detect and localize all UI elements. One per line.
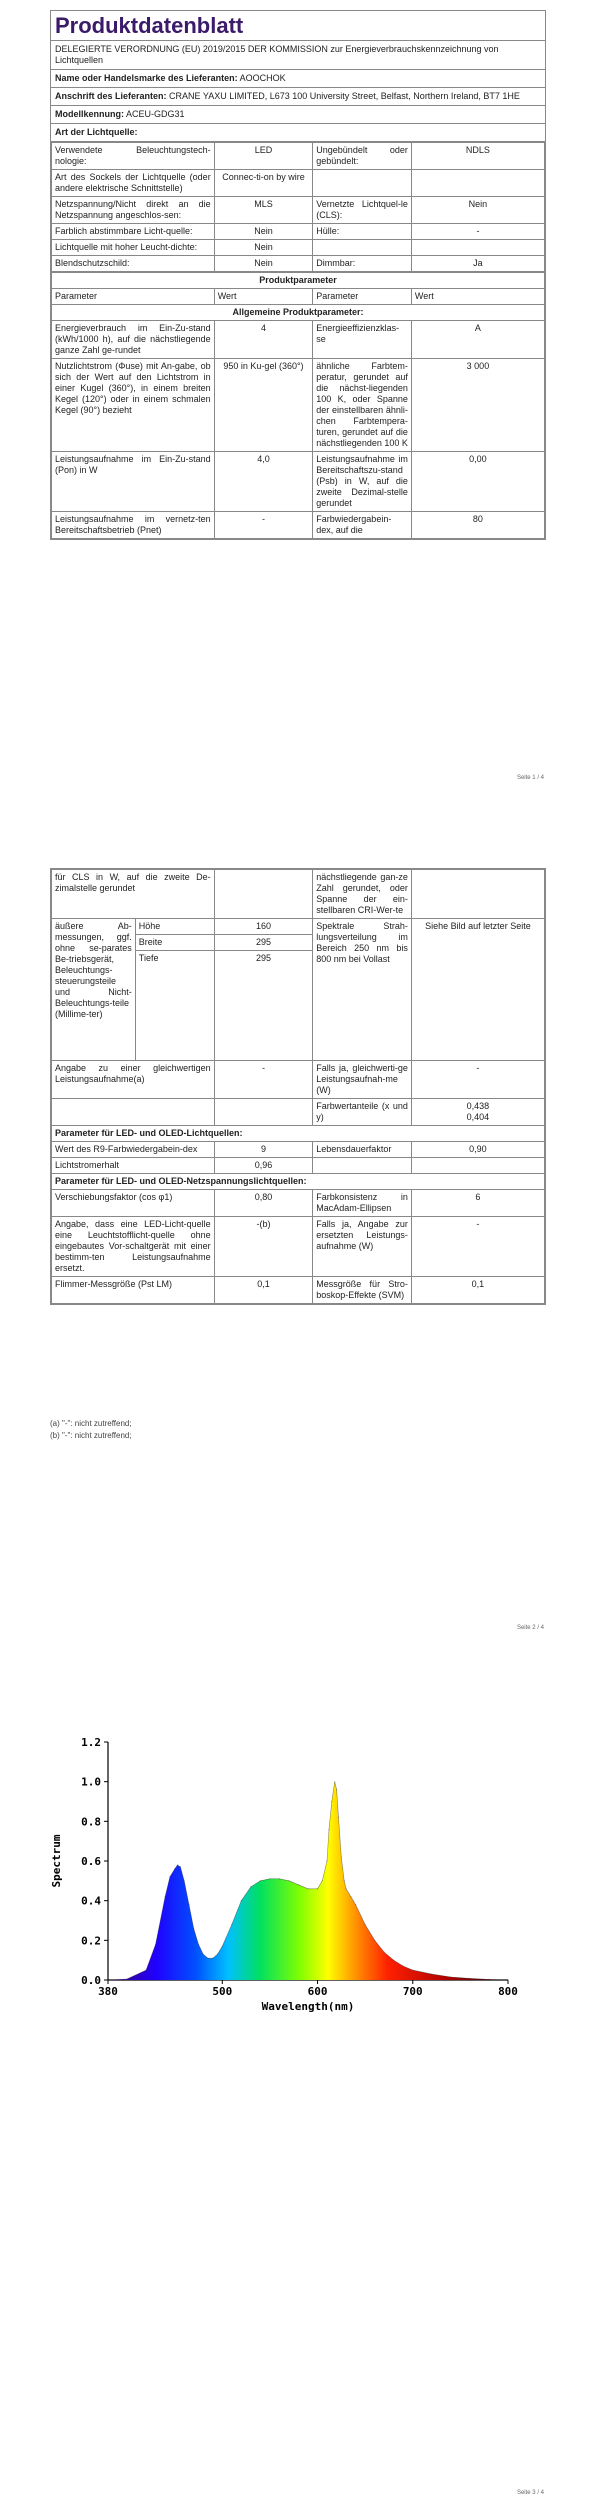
table-cell: Farblich abstimmbare Licht-quelle: xyxy=(52,224,215,240)
table-cell: ähnliche Farbtem-peratur, gerundet auf die nächst-liegenden 100 K, oder Spanne der einstellbaren ähnli-chen Farbtempera-turen, gerundet auf die nächstliegenden 100 K xyxy=(313,359,412,452)
table-row xyxy=(52,870,545,919)
spectrum-area xyxy=(108,1782,508,1980)
supplier-address: CRANE YAXU LIMITED, L673 100 University Street, Belfast, Northern Ireland, BT7 1HE xyxy=(169,91,520,101)
table-row xyxy=(52,1217,545,1277)
table-cell: 0,90 xyxy=(411,1142,544,1158)
dimensions-label: äußere Ab-messungen, ggf. ohne se-parates Be-triebsgerät, Beleuchtungs-steuerungsteile und Nicht-Beleuchtungs-teile (Millime-ter) xyxy=(52,919,136,1061)
x-tick-label: 500 xyxy=(212,1985,233,1998)
dimension-value: 160 xyxy=(214,919,313,935)
y-tick-label: 0.6 xyxy=(81,1855,101,1868)
table-cell: Lichtstromerhalt xyxy=(52,1158,215,1174)
table-cell: Angabe zu einer gleichwertigen Leistungsaufnahme(a) xyxy=(52,1061,215,1099)
spectrum-point xyxy=(184,1880,185,1881)
dimension-value: 295 xyxy=(214,935,313,951)
spectrum-point xyxy=(338,1817,339,1818)
spectrum-point xyxy=(188,1904,189,1905)
table-cell xyxy=(313,240,412,256)
spectrum-point xyxy=(279,1878,280,1879)
table-cell: 950 in Ku-gel (360°) xyxy=(214,359,313,452)
spectrum-point xyxy=(488,1979,489,1980)
footnote: (a) "-": nicht zutreffend; xyxy=(50,1419,132,1428)
page-number: Seite 1 / 4 xyxy=(516,775,544,781)
spectrum-chart xyxy=(0,1720,592,2020)
spectrum-point xyxy=(322,1880,323,1881)
table-cell: 0,1 xyxy=(411,1277,544,1304)
spectrum-point xyxy=(326,1860,327,1861)
table-cell: -(b) xyxy=(214,1217,313,1277)
spectrum-point xyxy=(393,1960,394,1961)
table-cell: Energieverbrauch im Ein-Zu-stand (kWh/1000 h), auf die nächstliegende ganze Zahl ge-rundet xyxy=(52,321,215,359)
supplier-brand-row xyxy=(51,70,545,88)
table-cell: 80 xyxy=(411,512,544,539)
dimension-name: Tiefe xyxy=(135,951,214,1061)
table-cell: 0,1 xyxy=(214,1277,313,1304)
table-cell: Wert des R9-Farbwiedergabein-dex xyxy=(52,1142,215,1158)
dimensions-row-1 xyxy=(52,919,545,935)
table-cell: LED xyxy=(214,143,313,170)
table-cell: Leistungsaufnahme im Ein-Zu-stand (Pon) in W xyxy=(52,452,215,512)
x-axis-label: Wavelength(nm) xyxy=(261,2000,355,2013)
table-cell: Farbwertanteile (x und y) xyxy=(313,1099,412,1126)
table-cell: Angabe, dass eine LED-Licht-quelle eine Leuchtstofflicht-quelle ohne eingebautes Vor-schaltgerät mit einer bestimm-ten Leistungsaufnahme ersetzt. xyxy=(52,1217,215,1277)
spectrum-point xyxy=(146,1970,147,1971)
table-cell: Blendschutzschild: xyxy=(52,256,215,272)
spectrum-point xyxy=(207,1958,208,1959)
spectrum-point xyxy=(374,1940,375,1941)
y-tick-label: 0.0 xyxy=(81,1974,101,1987)
page-2 xyxy=(0,850,592,1640)
spectrum-point xyxy=(155,1944,156,1945)
table-row xyxy=(52,1061,545,1099)
spectrum-point xyxy=(126,1978,127,1979)
table-cell: Messgröße für Stro-boskop-Effekte (SVM) xyxy=(313,1277,412,1304)
spectrum-point xyxy=(260,1880,261,1881)
table-cell: Vernetzte Lichtquel-le (CLS): xyxy=(313,197,412,224)
spectrum-point xyxy=(403,1966,404,1967)
spectrum-point xyxy=(334,1781,335,1782)
dimension-name: Breite xyxy=(135,935,214,951)
table-cell: 4,0 xyxy=(214,452,313,512)
table-cell: 3 000 xyxy=(411,359,544,452)
y-tick-label: 0.2 xyxy=(81,1934,101,1948)
page-title: Produktdatenblatt xyxy=(51,11,545,41)
spectrum-point xyxy=(231,1924,232,1925)
datasheet-page-1 xyxy=(50,10,546,540)
table-row xyxy=(52,197,545,224)
general-params-heading: Allgemeine Produktparameter: xyxy=(52,305,545,321)
page-1 xyxy=(0,0,592,790)
table-cell: - xyxy=(411,1061,544,1099)
spectrum-point xyxy=(298,1884,299,1885)
spectrum-point xyxy=(193,1928,194,1929)
table-cell: Connec-ti-on by wire xyxy=(214,170,313,197)
table-cell: - xyxy=(214,1061,313,1099)
table-cell: 4 xyxy=(214,321,313,359)
spectrum-point xyxy=(336,1789,337,1790)
spectrum-point xyxy=(450,1976,451,1977)
table-cell: Energieeffizienzklas-se xyxy=(313,321,412,359)
light-type-heading: Art der Lichtquelle: xyxy=(51,124,545,142)
spectrum-point xyxy=(384,1952,385,1953)
y-tick-label: 0.8 xyxy=(81,1815,101,1829)
table-cell: Nein xyxy=(214,256,313,272)
table-cell: Art des Sockels der Lichtquelle (oder andere elektrische Schnittstelle) xyxy=(52,170,215,197)
spectrum-point xyxy=(346,1888,347,1889)
y-tick-label: 0.4 xyxy=(81,1894,101,1908)
page-number: Seite 3 / 4 xyxy=(516,2490,544,2496)
table-cell xyxy=(411,170,544,197)
spectrum-point xyxy=(177,1864,178,1865)
table-cell xyxy=(214,1099,313,1126)
spectrum-point xyxy=(307,1888,308,1889)
spectrum-point xyxy=(469,1978,470,1979)
table-cell: Nein xyxy=(214,224,313,240)
table-cell: nächstliegende gan-ze Zahl gerundet, oder Spanne der ein-stellbaren CRI-Wer-te xyxy=(313,870,412,919)
table-cell: Nein xyxy=(411,197,544,224)
spectrum-point xyxy=(328,1829,329,1830)
table-row xyxy=(52,1142,545,1158)
y-tick-label: 1.0 xyxy=(81,1775,101,1789)
param-col-headers xyxy=(52,289,545,305)
table-cell: 0,80 xyxy=(214,1190,313,1217)
mains-params-heading: Parameter für LED- und OLED-Netzspannungslichtquellen: xyxy=(52,1174,545,1190)
spectrum-point xyxy=(174,1868,175,1869)
spectrum-point xyxy=(507,1979,508,1980)
table-cell: - xyxy=(411,1217,544,1277)
spectrum-point xyxy=(365,1924,366,1925)
spectrum-point xyxy=(355,1904,356,1905)
table-cell xyxy=(411,1158,544,1174)
spectrum-point xyxy=(212,1958,213,1959)
table-cell: Falls ja, gleichwerti-ge Leistungsaufnah-me (W) xyxy=(313,1061,412,1099)
spectrum-point xyxy=(107,1979,108,1980)
y-tick-label: 1.2 xyxy=(81,1736,101,1749)
table-row xyxy=(52,1158,545,1174)
spectrum-point xyxy=(288,1880,289,1881)
table-cell: 6 xyxy=(411,1190,544,1217)
col-header: Parameter xyxy=(313,289,412,305)
spectrum-point xyxy=(269,1878,270,1879)
spectrum-point xyxy=(180,1866,181,1867)
x-tick-label: 380 xyxy=(98,1985,118,1998)
dimension-value: 295 xyxy=(214,951,313,1061)
table-cell xyxy=(411,870,544,919)
table-cell xyxy=(313,1158,412,1174)
table-cell: Nutzlichtstrom (Φuse) mit An-gabe, ob sich der Wert auf den Lichtstrom in einer Kugel (360°), in einem breiten Kegel (120°) oder in einem schmalen Kegel (90°) bezieht xyxy=(52,359,215,452)
spectrum-point xyxy=(317,1888,318,1889)
col-header: Wert xyxy=(411,289,544,305)
footnote: (b) "-": nicht zutreffend; xyxy=(50,1431,132,1440)
table-cell: Leistungsaufnahme im Bereitschaftszu-stand (Psb) in W, auf die zweite Dezimal-stelle gerundet xyxy=(313,452,412,512)
table-cell: Hülle: xyxy=(313,224,412,240)
table-cell: - xyxy=(214,512,313,539)
spectrum-point xyxy=(222,1946,223,1947)
table-cell: Lebensdauerfaktor xyxy=(313,1142,412,1158)
spectrum-point xyxy=(203,1954,204,1955)
table-row xyxy=(52,321,545,359)
spectrum-point xyxy=(217,1954,218,1955)
spectral-value: Siehe Bild auf letzter Seite xyxy=(411,919,544,1061)
table-row xyxy=(52,143,545,170)
table-cell: NDLS xyxy=(411,143,544,170)
table-cell: 0,96 xyxy=(214,1158,313,1174)
table-row xyxy=(52,452,545,512)
table-cell: Leistungsaufnahme im vernetz-ten Bereitschaftsbetrieb (Pnet) xyxy=(52,512,215,539)
spectrum-point xyxy=(412,1970,413,1971)
model-label: Modellkennung: xyxy=(55,109,124,119)
x-tick-label: 800 xyxy=(498,1985,518,1998)
table-cell xyxy=(52,1099,215,1126)
product-params-table xyxy=(51,272,545,539)
spectral-label: Spektrale Strah-lungsverteilung im Bereich 250 nm bis 800 nm bei Vollast xyxy=(313,919,412,1061)
footnotes xyxy=(50,1418,132,1442)
table-cell: Ungebündelt oder gebündelt: xyxy=(313,143,412,170)
table-row xyxy=(52,512,545,539)
table-cell: Farbwiedergabein-dex, auf die xyxy=(313,512,412,539)
x-tick-label: 600 xyxy=(307,1985,328,1998)
supplier-address-label: Anschrift des Lieferanten: xyxy=(55,91,167,101)
params-continued-table xyxy=(51,869,545,1304)
x-tick-label: 700 xyxy=(402,1985,423,1998)
spectrum-point xyxy=(169,1876,170,1877)
spectrum-point xyxy=(198,1944,199,1945)
table-row xyxy=(52,170,545,197)
table-cell xyxy=(313,170,412,197)
table-cell: Verwendete Beleuchtungstech-nologie: xyxy=(52,143,215,170)
table-cell: für CLS in W, auf die zweite De-zimalstelle gerundet xyxy=(52,870,215,919)
table-cell: Nein xyxy=(214,240,313,256)
page-3 xyxy=(0,1700,592,2510)
table-cell: 0,438 0,404 xyxy=(411,1099,544,1126)
page-number: Seite 2 / 4 xyxy=(516,1625,544,1631)
table-cell: - xyxy=(411,224,544,240)
spectrum-point xyxy=(431,1974,432,1975)
supplier-brand-label: Name oder Handelsmarke des Lieferanten: xyxy=(55,73,238,83)
table-cell: Falls ja, Angabe zur ersetzten Leistungs-aufnahme (W) xyxy=(313,1217,412,1277)
table-cell: A xyxy=(411,321,544,359)
model-row xyxy=(51,106,545,124)
table-cell: Netzspannung/Nicht direkt an die Netzspannung angeschlos-sen: xyxy=(52,197,215,224)
col-header: Wert xyxy=(214,289,313,305)
col-header: Parameter xyxy=(52,289,215,305)
table-row xyxy=(52,224,545,240)
table-row xyxy=(52,256,545,272)
table-row xyxy=(52,240,545,256)
spectrum-point xyxy=(341,1856,342,1857)
spectrum-point xyxy=(250,1886,251,1887)
table-cell: Dimmbar: xyxy=(313,256,412,272)
light-type-table xyxy=(51,142,545,272)
table-cell xyxy=(214,870,313,919)
table-cell: Farbkonsistenz in MacAdam-Ellipsen xyxy=(313,1190,412,1217)
product-params-heading: Produktparameter xyxy=(52,273,545,289)
supplier-brand: AOOCHOK xyxy=(239,73,286,83)
table-cell: Lichtquelle mit hoher Leucht-dichte: xyxy=(52,240,215,256)
regulation-text: DELEGIERTE VERORDNUNG (EU) 2019/2015 DER KOMMISSION zur Energieverbrauchskennzeichnung von Lichtquellen xyxy=(51,41,545,70)
model-id: ACEU-GDG31 xyxy=(126,109,185,119)
table-row xyxy=(52,1190,545,1217)
dimension-name: Höhe xyxy=(135,919,214,935)
table-cell: MLS xyxy=(214,197,313,224)
table-row xyxy=(52,359,545,452)
supplier-address-row xyxy=(51,88,545,106)
table-cell: 0,00 xyxy=(411,452,544,512)
table-row xyxy=(52,1099,545,1126)
led-params-heading: Parameter für LED- und OLED-Lichtquellen: xyxy=(52,1126,545,1142)
y-axis-label: Spectrum xyxy=(50,1834,63,1888)
table-row xyxy=(52,1277,545,1304)
table-cell: Verschiebungsfaktor (cos φ1) xyxy=(52,1190,215,1217)
table-cell: Flimmer-Messgröße (Pst LM) xyxy=(52,1277,215,1304)
table-cell: 9 xyxy=(214,1142,313,1158)
table-cell xyxy=(411,240,544,256)
spectrum-point xyxy=(344,1880,345,1881)
spectrum-point xyxy=(350,1896,351,1897)
spectrum-point xyxy=(331,1801,332,1802)
spectrum-point xyxy=(241,1900,242,1901)
table-cell: Ja xyxy=(411,256,544,272)
datasheet-page-2 xyxy=(50,868,546,1305)
spectrum-point xyxy=(165,1896,166,1897)
